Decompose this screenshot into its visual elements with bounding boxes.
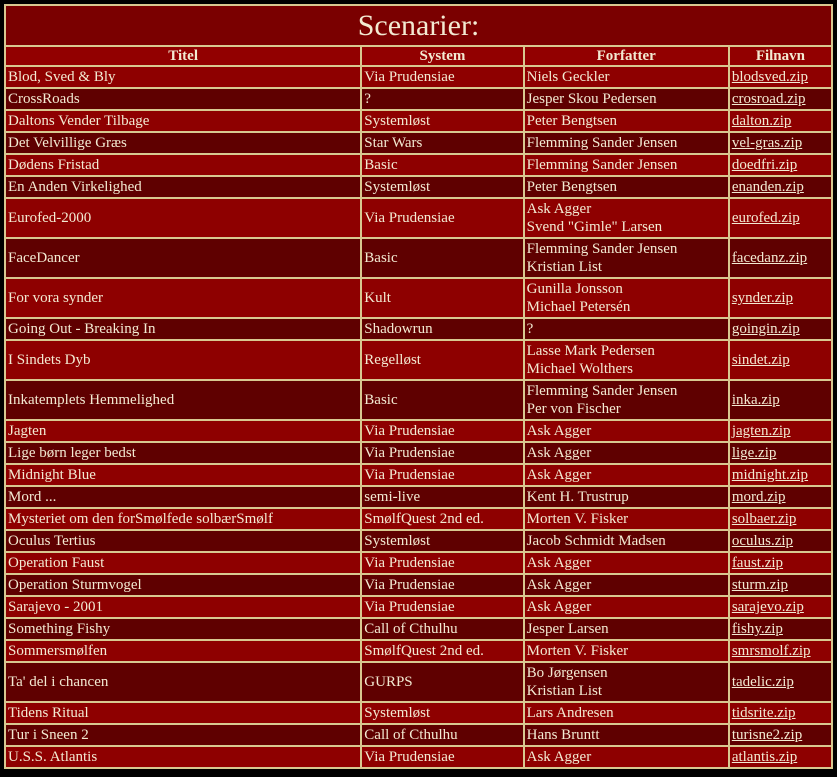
file-link[interactable]: sindet.zip: [731, 352, 790, 368]
cell-authors: [524, 640, 729, 662]
author-name: Ask Agger: [526, 555, 592, 571]
table-row: [5, 618, 832, 640]
table-row: [5, 596, 832, 618]
table-row: [5, 132, 832, 154]
cell-system: Regelløst: [361, 340, 523, 380]
table-row: [5, 464, 832, 486]
cell-file: [729, 110, 832, 132]
table-row: [5, 530, 832, 552]
cell-title: Something Fishy: [5, 618, 361, 640]
cell-system: Via Prudensiae: [361, 198, 523, 238]
cell-authors: [524, 88, 729, 110]
table-row: [5, 176, 832, 198]
cell-file: [729, 574, 832, 596]
cell-authors: [524, 596, 729, 618]
page-title: Scenarier:: [5, 5, 832, 46]
cell-title: Dødens Fristad: [5, 154, 361, 176]
cell-system: Call of Cthulhu: [361, 724, 523, 746]
file-link[interactable]: sturm.zip: [731, 577, 789, 593]
cell-file: [729, 318, 832, 340]
cell-system: Via Prudensiae: [361, 596, 523, 618]
cell-title: Eurofed-2000: [5, 198, 361, 238]
cell-system: ?: [361, 88, 523, 110]
cell-file: [729, 464, 832, 486]
cell-title: Ta' del i chancen: [5, 662, 361, 702]
cell-system: Systemløst: [361, 702, 523, 724]
author-name: Flemming Sander Jensen: [526, 241, 678, 257]
author-name: Michael Wolthers: [526, 361, 634, 377]
author-name: ?: [526, 321, 534, 337]
author-name: Ask Agger: [526, 599, 592, 615]
cell-authors: [524, 552, 729, 574]
cell-authors: [524, 724, 729, 746]
author-name: Morten V. Fisker: [526, 511, 629, 527]
file-link[interactable]: synder.zip: [731, 290, 794, 306]
file-link[interactable]: facedanz.zip: [731, 250, 808, 266]
cell-system: Via Prudensiae: [361, 442, 523, 464]
author-name: Ask Agger: [526, 467, 592, 483]
table-row: [5, 318, 832, 340]
file-link[interactable]: tidsrite.zip: [731, 705, 796, 721]
cell-title: Inkatemplets Hemmelighed: [5, 380, 361, 420]
cell-file: [729, 596, 832, 618]
cell-authors: [524, 198, 729, 238]
cell-file: [729, 486, 832, 508]
author-name: Kristian List: [526, 683, 603, 699]
file-link[interactable]: goingin.zip: [731, 321, 800, 337]
cell-title: FaceDancer: [5, 238, 361, 278]
author-name: Ask Agger: [526, 201, 592, 217]
cell-system: semi-live: [361, 486, 523, 508]
cell-authors: [524, 530, 729, 552]
cell-file: [729, 530, 832, 552]
author-name: Michael Petersén: [526, 299, 631, 315]
cell-file: [729, 508, 832, 530]
cell-authors: [524, 662, 729, 702]
cell-authors: [524, 238, 729, 278]
author-name: Flemming Sander Jensen: [526, 157, 678, 173]
cell-file: [729, 88, 832, 110]
file-link[interactable]: tadelic.zip: [731, 674, 794, 690]
author-name: Peter Bengtsen: [526, 179, 618, 195]
cell-title: Operation Sturmvogel: [5, 574, 361, 596]
cell-title: Daltons Vender Tilbage: [5, 110, 361, 132]
cell-file: [729, 66, 832, 88]
cell-file: [729, 702, 832, 724]
file-link[interactable]: eurofed.zip: [731, 210, 800, 226]
title-row: [5, 5, 832, 46]
file-link[interactable]: jagten.zip: [731, 423, 791, 439]
cell-title: U.S.S. Atlantis: [5, 746, 361, 768]
cell-file: [729, 618, 832, 640]
cell-system: Via Prudensiae: [361, 464, 523, 486]
cell-title: For vora synder: [5, 278, 361, 318]
cell-file: [729, 278, 832, 318]
table-row: [5, 380, 832, 420]
cell-authors: [524, 132, 729, 154]
file-link[interactable]: fishy.zip: [731, 621, 783, 637]
cell-authors: [524, 340, 729, 380]
author-name: Ask Agger: [526, 423, 592, 439]
table-row: [5, 110, 832, 132]
cell-file: [729, 198, 832, 238]
cell-authors: [524, 746, 729, 768]
file-link[interactable]: turisne2.zip: [731, 727, 803, 743]
cell-title: Det Velvillige Græs: [5, 132, 361, 154]
table-row: [5, 66, 832, 88]
cell-system: Via Prudensiae: [361, 574, 523, 596]
cell-file: [729, 746, 832, 768]
author-name: Flemming Sander Jensen: [526, 135, 678, 151]
table-row: [5, 442, 832, 464]
author-name: Per von Fischer: [526, 401, 621, 417]
file-link[interactable]: vel-gras.zip: [731, 135, 803, 151]
file-link[interactable]: inka.zip: [731, 392, 780, 408]
author-name: Kristian List: [526, 259, 603, 275]
cell-authors: [524, 464, 729, 486]
cell-file: [729, 442, 832, 464]
cell-file: [729, 552, 832, 574]
cell-authors: [524, 486, 729, 508]
author-name: Peter Bengtsen: [526, 113, 618, 129]
table-row: [5, 278, 832, 318]
cell-title: Mord ...: [5, 486, 361, 508]
scenarier-table: [4, 4, 833, 769]
table-row: [5, 420, 832, 442]
cell-authors: [524, 508, 729, 530]
cell-file: [729, 132, 832, 154]
cell-authors: [524, 176, 729, 198]
cell-authors: [524, 66, 729, 88]
cell-file: [729, 724, 832, 746]
cell-authors: [524, 442, 729, 464]
cell-authors: [524, 278, 729, 318]
table-row: [5, 508, 832, 530]
cell-file: [729, 662, 832, 702]
author-name: Flemming Sander Jensen: [526, 383, 678, 399]
cell-authors: [524, 154, 729, 176]
table-row: [5, 238, 832, 278]
file-link[interactable]: crosroad.zip: [731, 91, 806, 107]
cell-file: [729, 380, 832, 420]
cell-title: Mysteriet om den forSmølfede solbærSmølf: [5, 508, 361, 530]
cell-system: GURPS: [361, 662, 523, 702]
author-name: Ask Agger: [526, 445, 592, 461]
cell-authors: [524, 618, 729, 640]
cell-authors: [524, 380, 729, 420]
cell-system: Via Prudensiae: [361, 552, 523, 574]
file-link[interactable]: sarajevo.zip: [731, 599, 804, 615]
author-name: Bo Jørgensen: [526, 665, 608, 681]
author-name: Niels Geckler: [526, 69, 610, 85]
cell-system: Systemløst: [361, 530, 523, 552]
file-link[interactable]: smrsmolf.zip: [731, 643, 811, 659]
cell-title: En Anden Virkelighed: [5, 176, 361, 198]
table-row: [5, 340, 832, 380]
cell-file: [729, 420, 832, 442]
cell-file: [729, 640, 832, 662]
header-titel: Titel: [5, 46, 361, 66]
cell-system: Basic: [361, 380, 523, 420]
cell-title: Tur i Sneen 2: [5, 724, 361, 746]
file-link[interactable]: solbaer.zip: [731, 511, 797, 527]
header-forfatter: Forfatter: [524, 46, 729, 66]
cell-file: [729, 340, 832, 380]
table-row: [5, 640, 832, 662]
cell-file: [729, 176, 832, 198]
cell-title: Lige børn leger bedst: [5, 442, 361, 464]
cell-system: SmølfQuest 2nd ed.: [361, 640, 523, 662]
cell-system: Basic: [361, 154, 523, 176]
author-name: Jesper Larsen: [526, 621, 609, 637]
file-link[interactable]: midnight.zip: [731, 467, 809, 483]
author-name: Morten V. Fisker: [526, 643, 629, 659]
cell-title: I Sindets Dyb: [5, 340, 361, 380]
author-name: Kent H. Trustrup: [526, 489, 629, 505]
file-link[interactable]: mord.zip: [731, 489, 786, 505]
table-row: [5, 662, 832, 702]
cell-system: Via Prudensiae: [361, 66, 523, 88]
cell-title: Sarajevo - 2001: [5, 596, 361, 618]
cell-title: Jagten: [5, 420, 361, 442]
cell-system: Basic: [361, 238, 523, 278]
cell-system: Systemløst: [361, 176, 523, 198]
cell-title: Going Out - Breaking In: [5, 318, 361, 340]
table-row: [5, 198, 832, 238]
cell-system: Systemløst: [361, 110, 523, 132]
file-link[interactable]: blodsved.zip: [731, 69, 809, 85]
cell-system: Via Prudensiae: [361, 746, 523, 768]
cell-system: Kult: [361, 278, 523, 318]
author-name: Ask Agger: [526, 749, 592, 765]
cell-title: CrossRoads: [5, 88, 361, 110]
file-link[interactable]: dalton.zip: [731, 113, 792, 129]
table-row: [5, 486, 832, 508]
author-name: Jesper Skou Pedersen: [526, 91, 657, 107]
cell-title: Tidens Ritual: [5, 702, 361, 724]
author-name: Lasse Mark Pedersen: [526, 343, 655, 359]
header-row: [5, 46, 832, 66]
file-link[interactable]: oculus.zip: [731, 533, 794, 549]
table-row: [5, 746, 832, 768]
file-link[interactable]: enanden.zip: [731, 179, 804, 195]
cell-title: Oculus Tertius: [5, 530, 361, 552]
cell-title: Blod, Sved & Bly: [5, 66, 361, 88]
file-link[interactable]: faust.zip: [731, 555, 784, 571]
author-name: Gunilla Jonsson: [526, 281, 623, 297]
table-row: [5, 552, 832, 574]
author-name: Ask Agger: [526, 577, 592, 593]
file-link[interactable]: lige.zip: [731, 445, 777, 461]
cell-system: Call of Cthulhu: [361, 618, 523, 640]
author-name: Hans Bruntt: [526, 727, 600, 743]
cell-system: Shadowrun: [361, 318, 523, 340]
cell-title: Midnight Blue: [5, 464, 361, 486]
author-name: Jacob Schmidt Madsen: [526, 533, 666, 549]
cell-authors: [524, 110, 729, 132]
cell-file: [729, 238, 832, 278]
cell-system: Via Prudensiae: [361, 420, 523, 442]
header-system: System: [361, 46, 523, 66]
table-row: [5, 88, 832, 110]
cell-authors: [524, 318, 729, 340]
file-link[interactable]: atlantis.zip: [731, 749, 798, 765]
cell-authors: [524, 420, 729, 442]
table-row: [5, 724, 832, 746]
table-row: [5, 574, 832, 596]
cell-authors: [524, 574, 729, 596]
cell-authors: [524, 702, 729, 724]
header-filnavn: Filnavn: [729, 46, 832, 66]
table-row: [5, 702, 832, 724]
cell-title: Operation Faust: [5, 552, 361, 574]
file-link[interactable]: doedfri.zip: [731, 157, 798, 173]
cell-system: SmølfQuest 2nd ed.: [361, 508, 523, 530]
cell-system: Star Wars: [361, 132, 523, 154]
table-body: [5, 66, 832, 768]
author-name: Lars Andresen: [526, 705, 614, 721]
cell-file: [729, 154, 832, 176]
author-name: Svend "Gimle" Larsen: [526, 219, 663, 235]
table-row: [5, 154, 832, 176]
cell-title: Sommersmølfen: [5, 640, 361, 662]
